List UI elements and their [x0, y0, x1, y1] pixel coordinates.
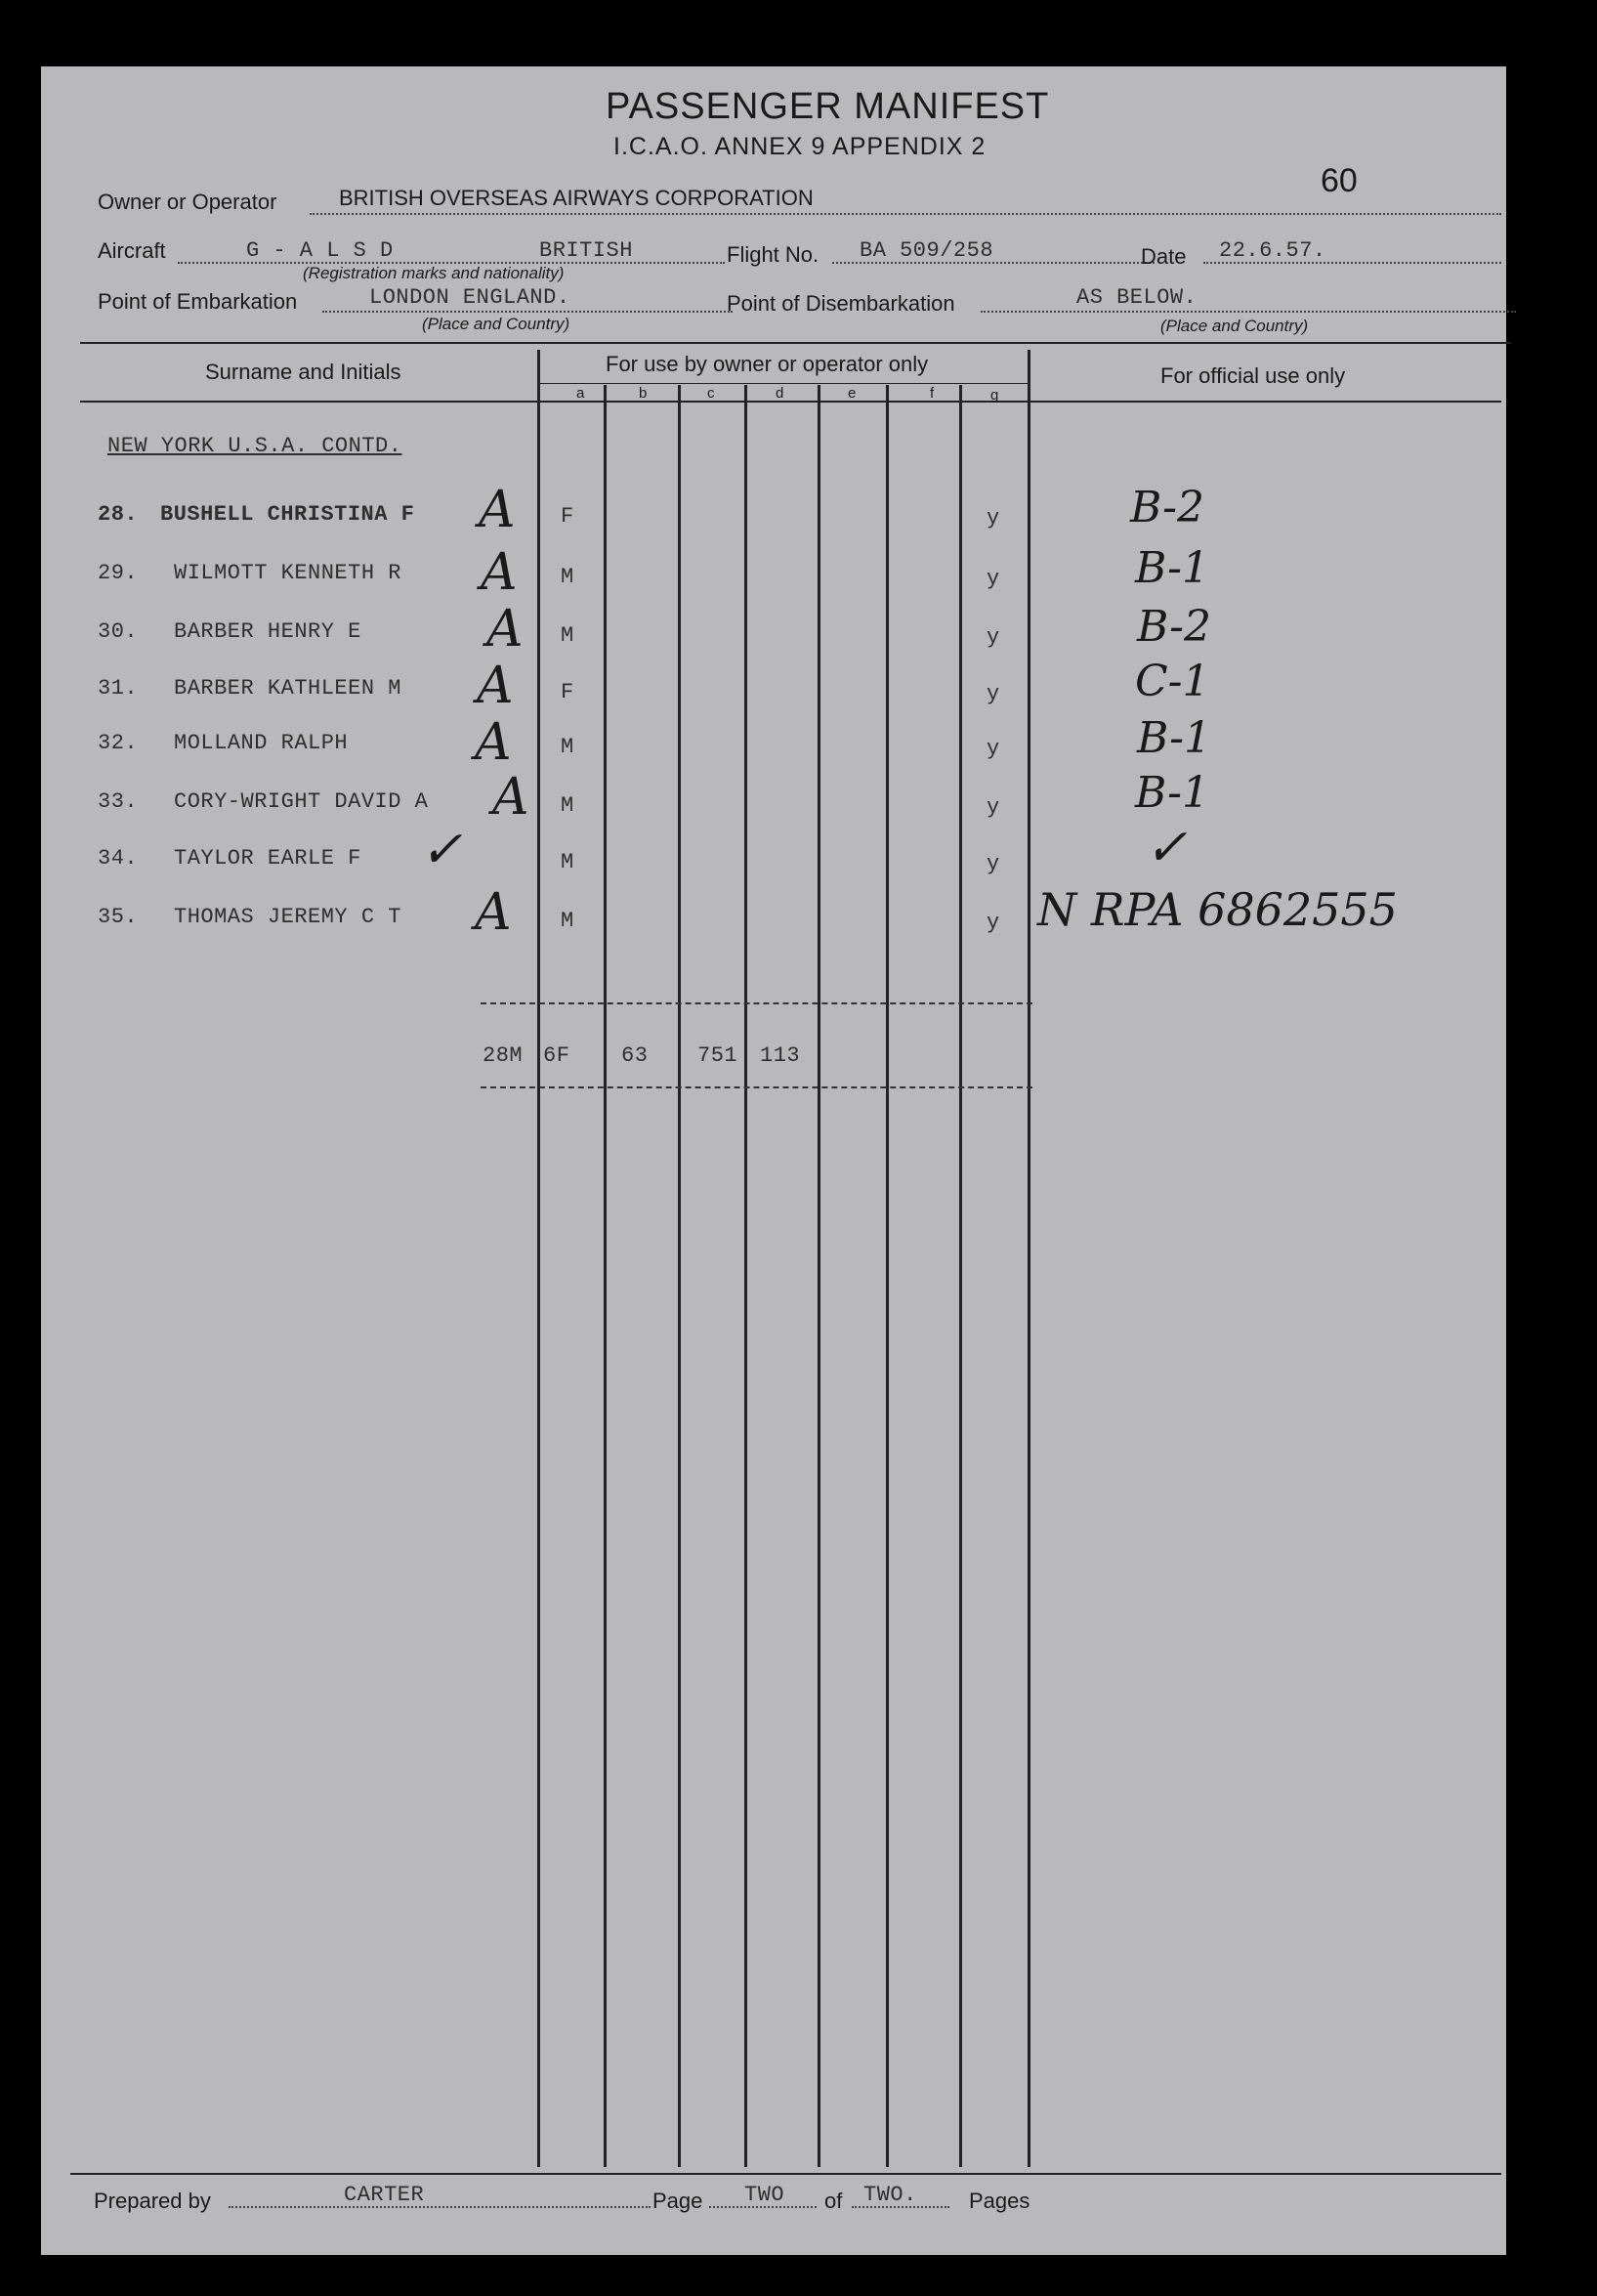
page-number: 60 — [1321, 162, 1358, 199]
official-note: N RPA 6862555 — [1037, 883, 1398, 936]
handwritten-mark: A — [479, 481, 516, 539]
official-note: B-1 — [1135, 768, 1210, 818]
col-line-a — [604, 385, 607, 2167]
cell-a: M — [561, 850, 574, 874]
passenger-name: THOMAS JEREMY C T — [174, 905, 401, 929]
handwritten-mark: A — [481, 543, 518, 602]
date-value: 22.6.57. — [1219, 238, 1326, 263]
pages-label: Pages — [969, 2189, 1030, 2213]
embarkation-underline — [322, 311, 733, 313]
of-label: of — [824, 2189, 843, 2213]
col-letter-g: g — [990, 387, 999, 404]
row-number: 29. — [98, 561, 139, 585]
handwritten-mark: A — [475, 713, 512, 772]
aircraft-nationality: BRITISH — [539, 238, 633, 263]
disembarkation-underline — [981, 311, 1516, 313]
handwritten-mark: A — [492, 768, 529, 827]
col-line-f — [959, 385, 962, 2167]
cell-g: y — [987, 852, 1000, 876]
total-c: 751 — [697, 1043, 738, 1068]
cell-g: y — [987, 911, 1000, 935]
handwritten-mark: A — [486, 600, 524, 659]
handwritten-mark: A — [477, 657, 514, 715]
owner-value: BRITISH OVERSEAS AIRWAYS CORPORATION — [339, 186, 814, 210]
aircraft-registration: G - A L S D — [246, 238, 394, 263]
passenger-name: TAYLOR EARLE F — [174, 846, 361, 871]
official-note: B-2 — [1137, 602, 1212, 652]
prepared-value: CARTER — [344, 2183, 425, 2207]
cell-g: y — [987, 625, 1000, 650]
of-value: TWO. — [863, 2183, 917, 2207]
page-label: Page — [652, 2189, 703, 2213]
col-line-g — [1028, 350, 1030, 2167]
passenger-name: MOLLAND RALPH — [174, 731, 349, 755]
row-number: 35. — [98, 905, 139, 929]
cell-a: M — [561, 793, 574, 818]
cell-a: F — [561, 504, 574, 529]
table-header-rule — [80, 401, 1501, 403]
flight-label: Flight No. — [727, 242, 820, 267]
col-line-b — [678, 385, 681, 2167]
disembarkation-label: Point of Disembarkation — [727, 291, 955, 316]
total-a: 6F — [543, 1043, 570, 1068]
cell-a: M — [561, 735, 574, 759]
official-note: B-1 — [1137, 713, 1212, 763]
cell-g: y — [987, 737, 1000, 761]
embarkation-value: LONDON ENGLAND. — [369, 285, 570, 310]
embarkation-label: Point of Embarkation — [98, 289, 298, 314]
col-letter-c: c — [707, 385, 715, 402]
passenger-name: BARBER HENRY E — [174, 619, 361, 644]
col-line-name — [537, 350, 540, 2167]
flight-underline — [832, 262, 1155, 264]
row-number: 33. — [98, 789, 139, 814]
total-d: 113 — [760, 1043, 801, 1068]
handwritten-mark: A — [475, 883, 512, 942]
official-note: C-1 — [1135, 657, 1210, 706]
col-line-e — [886, 385, 889, 2167]
owner-use-header: For use by owner or operator only — [606, 352, 929, 376]
page-value: TWO — [744, 2183, 785, 2207]
total-b: 63 — [621, 1043, 649, 1068]
manifest-sheet — [41, 66, 1506, 2255]
page-title: PASSENGER MANIFEST — [606, 86, 1050, 127]
prepared-label: Prepared by — [94, 2189, 211, 2213]
official-use-header: For official use only — [1160, 363, 1346, 388]
official-checkmark: ✓ — [1145, 819, 1188, 877]
col-line-d — [818, 385, 820, 2167]
col-line-c — [744, 385, 747, 2167]
official-note: B-2 — [1130, 483, 1205, 532]
letters-rule — [539, 383, 1030, 384]
col-letter-e: e — [848, 385, 857, 402]
col-letter-d: d — [776, 385, 784, 402]
col-letter-f: f — [930, 385, 935, 402]
footer-rule — [70, 2173, 1501, 2175]
cell-a: F — [561, 680, 574, 704]
surname-header: Surname and Initials — [205, 360, 401, 384]
cell-g: y — [987, 795, 1000, 820]
passenger-name: BUSHELL CHRISTINA F — [160, 502, 415, 527]
col-letter-b: b — [639, 385, 648, 402]
date-underline — [1203, 262, 1501, 264]
row-number: 31. — [98, 676, 139, 701]
row-number: 30. — [98, 619, 139, 644]
page-underline — [709, 2206, 817, 2208]
disembarkation-value: AS BELOW. — [1076, 285, 1198, 310]
col-letter-a: a — [576, 385, 585, 402]
passenger-name: BARBER KATHLEEN M — [174, 676, 401, 701]
cell-g: y — [987, 682, 1000, 706]
flight-value: BA 509/258 — [860, 238, 994, 263]
totals-top-rule — [481, 1002, 1032, 1004]
totals-bottom-rule — [481, 1086, 1032, 1088]
row-number: 32. — [98, 731, 139, 755]
registration-note: (Registration marks and nationality) — [303, 264, 565, 282]
passenger-name: WILMOTT KENNETH R — [174, 561, 401, 585]
table-top-rule — [80, 342, 1511, 344]
page-subtitle: I.C.A.O. ANNEX 9 APPENDIX 2 — [613, 133, 987, 160]
of-underline — [852, 2206, 949, 2208]
passenger-name: CORY-WRIGHT DAVID A — [174, 789, 429, 814]
owner-underline — [310, 213, 1501, 215]
cell-a: M — [561, 623, 574, 648]
aircraft-label: Aircraft — [98, 238, 166, 263]
prepared-underline — [229, 2206, 651, 2208]
row-number: 28. — [98, 502, 139, 527]
owner-label: Owner or Operator — [98, 190, 277, 214]
cell-a: M — [561, 565, 574, 589]
cell-a: M — [561, 909, 574, 933]
cell-g: y — [987, 506, 1000, 531]
section-heading: NEW YORK U.S.A. CONTD. — [107, 434, 402, 458]
embarkation-note: (Place and Country) — [422, 315, 570, 333]
cell-g: y — [987, 567, 1000, 591]
handwritten-checkmark: ✓ — [420, 821, 463, 879]
official-note: B-1 — [1135, 543, 1210, 593]
date-label: Date — [1141, 244, 1187, 269]
total-male: 28M — [483, 1043, 524, 1068]
disembarkation-note: (Place and Country) — [1160, 317, 1309, 335]
row-number: 34. — [98, 846, 139, 871]
